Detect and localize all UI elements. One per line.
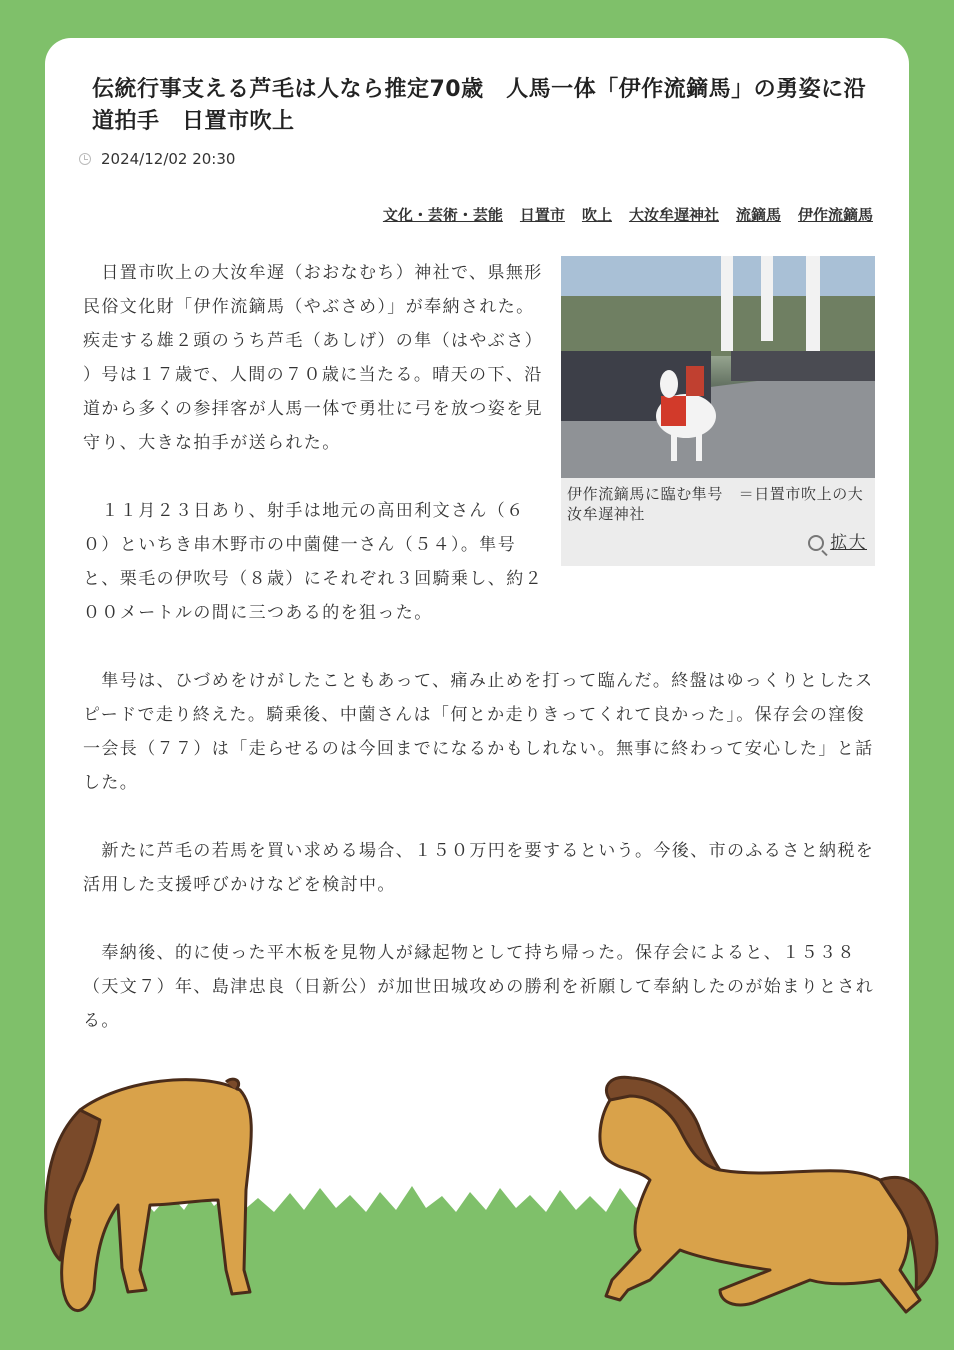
tag-link[interactable]: 大汝牟遅神社: [628, 206, 719, 224]
paragraph: 隼号は、ひづめをけがしたこともあって、痛み止めを打って臨んだ。終盤はゆっくりとしたスピードで走り終えた。騎乗後、中薗さんは「何とか走りきってくれて良かった」。保存会の窪俊一会長（７７）は「走らせるのは今回までになるかもしれない。無事に終わって安心した」と話した。: [83, 671, 874, 793]
horse-illustration-right: [600, 1077, 937, 1312]
tag-link[interactable]: 流鏑馬: [735, 206, 781, 224]
photo-caption: 伊作流鏑馬に臨む隼号 ＝日置市吹上の大汝牟遅神社: [567, 485, 864, 523]
tag-link[interactable]: 伊作流鏑馬: [797, 206, 873, 224]
tag-link[interactable]: 文化・芸術・芸能: [382, 206, 503, 224]
zoom-label: 拡大: [830, 533, 867, 553]
tag-link[interactable]: 日置市: [519, 206, 565, 224]
paragraph: 新たに芦毛の若馬を買い求める場合、１５０万円を要するという。今後、市のふるさと納税を活用した支援呼びかけなどを検討中。: [83, 841, 875, 895]
paragraph: １１月２３日あり、射手は地元の高田利文さん（６０）といちき串木野市の中薗健一さん（５４）。隼号と、栗毛の伊吹号（８歳）にそれぞれ３回騎乗し、約２００メートルの間に三つある的を狙った。: [83, 501, 543, 623]
publish-date: 2024/12/02 20:30: [101, 150, 236, 168]
article-title: 伝統行事支える芦毛は人なら推定70歳 人馬一体「伊作流鏑馬」の勇姿に沿道拍手 日置市吹上: [92, 77, 867, 134]
paragraph: 日置市吹上の大汝牟遅（おおなむち）神社で、県無形民俗文化財「伊作流鏑馬（やぶさめ）」が奉納された。疾走する雄２頭のうち芦毛（あしげ）の隼（はやぶさ） ）号は１７歳で、人間の７０歳に当たる。晴天の下、沿道から多くの参拝客が人馬一体で勇壮に弓を放つ姿を見守り、大きな拍手が送られた。: [83, 263, 543, 453]
paragraph: 奉納後、的に使った平木板を見物人が縁起物として持ち帰った。保存会によると、１５３８（天文７）年、島津忠良（日新公）が加世田城攻めの勝利を祈願して奉納したのが始まりとされる。: [83, 943, 875, 1031]
tag-link[interactable]: 吹上: [581, 206, 612, 224]
